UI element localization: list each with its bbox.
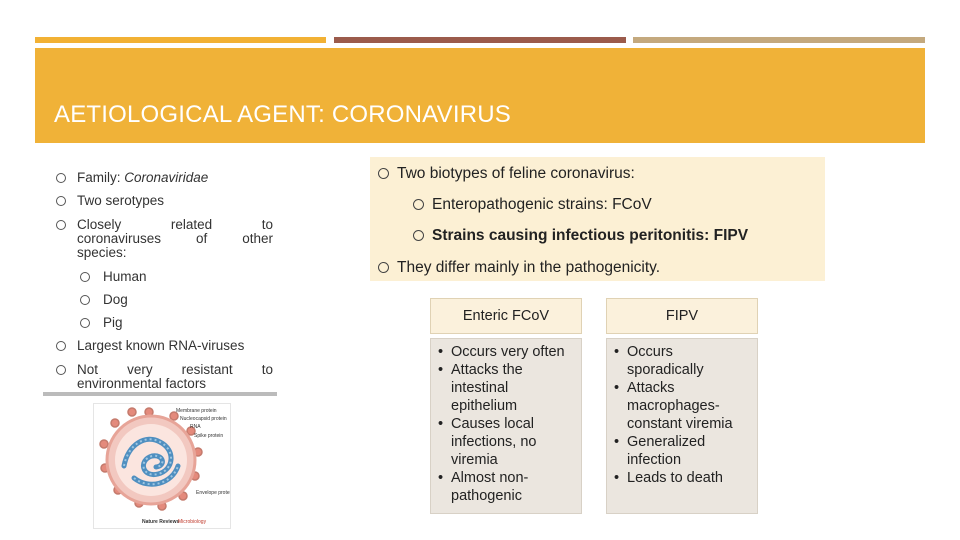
list-item: • Occurs very often bbox=[451, 343, 573, 361]
species-dog bbox=[49, 293, 273, 307]
bullet-strain-fcov bbox=[432, 196, 652, 214]
circle-bullet-icon bbox=[80, 272, 90, 282]
label-envelope: Envelope protein bbox=[196, 490, 230, 496]
strain-fcov-text: Enteropathogenic strains: FCoV bbox=[432, 196, 652, 213]
closely-line-2 bbox=[77, 232, 273, 246]
enteric-feature-list bbox=[431, 339, 581, 505]
label-rna: RNA bbox=[190, 424, 201, 430]
resist-line-2: environmental factors bbox=[77, 376, 207, 391]
fipv-feature-list bbox=[607, 339, 757, 487]
left-bullet-list bbox=[49, 160, 273, 391]
bullet-family bbox=[49, 171, 273, 185]
list-item: • Generalized infection bbox=[627, 433, 749, 469]
coronavirus-diagram-icon bbox=[94, 404, 230, 528]
closely-line-1 bbox=[77, 218, 273, 232]
word: to bbox=[261, 217, 273, 232]
divider-shadow bbox=[43, 392, 277, 396]
circle-bullet-icon bbox=[56, 365, 66, 375]
differ-text: They differ mainly in the pathogenicity. bbox=[397, 259, 661, 276]
bullet-closely-related bbox=[49, 218, 273, 260]
figure-credit-section: Microbiology bbox=[178, 519, 207, 525]
column-body-enteric bbox=[430, 338, 582, 514]
list-item: • Leads to death bbox=[627, 469, 749, 487]
circle-bullet-icon bbox=[56, 196, 66, 206]
circle-bullet-icon bbox=[413, 230, 424, 241]
circle-bullet-icon bbox=[56, 341, 66, 351]
word: Not bbox=[77, 362, 99, 377]
serotypes-text: Two serotypes bbox=[77, 193, 165, 208]
column-header-fipv: FIPV bbox=[606, 298, 758, 334]
biotypes-intro-text: Two biotypes of feline coronavirus: bbox=[397, 165, 635, 182]
circle-bullet-icon bbox=[80, 295, 90, 305]
list-item: • Attacks the intestinal epithelium bbox=[451, 361, 573, 415]
word: to bbox=[261, 362, 273, 377]
list-item: • Occurs sporadically bbox=[627, 343, 749, 379]
word: Closely bbox=[77, 217, 122, 232]
list-item: • Attacks macrophages- constant viremia bbox=[627, 379, 749, 433]
species-text: Human bbox=[103, 269, 147, 284]
bullet-differ bbox=[397, 259, 660, 277]
label-spike: Spike protein bbox=[194, 433, 224, 439]
label-nucleocapsid: Nucleocapsid protein bbox=[180, 416, 227, 422]
accent-bar-orange bbox=[35, 37, 326, 43]
word: of bbox=[196, 231, 208, 246]
word: related bbox=[170, 217, 213, 232]
resist-line-1 bbox=[77, 363, 273, 377]
strain-fipv-text: Strains causing infectious peritonitis: FIPV bbox=[432, 227, 749, 244]
label-membrane: Membrane protein bbox=[176, 408, 217, 414]
word: other bbox=[242, 231, 273, 246]
species-text: Dog bbox=[103, 292, 128, 307]
species-human bbox=[49, 270, 273, 284]
word: resistant bbox=[181, 362, 233, 377]
bullet-strain-fipv bbox=[432, 227, 748, 245]
list-item: • Almost non-pathogenic bbox=[451, 469, 573, 505]
circle-bullet-icon bbox=[378, 168, 389, 179]
circle-bullet-icon bbox=[80, 318, 90, 328]
column-header-enteric: Enteric FCoV bbox=[430, 298, 582, 334]
word: very bbox=[127, 362, 153, 377]
circle-bullet-icon bbox=[378, 262, 389, 273]
circle-bullet-icon bbox=[56, 173, 66, 183]
family-name: Coronaviridae bbox=[124, 170, 209, 185]
slide-title: AETIOLOGICAL AGENT: CORONAVIRUS bbox=[54, 101, 511, 128]
closely-line-3: species: bbox=[77, 245, 127, 260]
title-banner bbox=[35, 48, 925, 143]
figure-credit-journal: Nature Reviews bbox=[142, 519, 180, 525]
family-label: Family: bbox=[77, 170, 125, 185]
species-text: Pig bbox=[103, 315, 123, 330]
bullet-biotypes-intro bbox=[397, 165, 635, 183]
coronavirus-figure bbox=[93, 403, 231, 529]
accent-bar-tan bbox=[633, 37, 925, 43]
bullet-resistance bbox=[49, 363, 273, 391]
bullet-largest bbox=[49, 339, 273, 353]
circle-bullet-icon bbox=[56, 220, 66, 230]
list-item: • Causes local infections, no viremia bbox=[451, 415, 573, 469]
column-body-fipv bbox=[606, 338, 758, 514]
circle-bullet-icon bbox=[413, 199, 424, 210]
species-pig bbox=[49, 316, 273, 330]
word: coronaviruses bbox=[77, 231, 162, 246]
accent-bar-brown bbox=[334, 37, 626, 43]
biotypes-panel bbox=[370, 157, 825, 281]
largest-text: Largest known RNA-viruses bbox=[77, 338, 245, 353]
bullet-serotypes bbox=[49, 194, 273, 208]
